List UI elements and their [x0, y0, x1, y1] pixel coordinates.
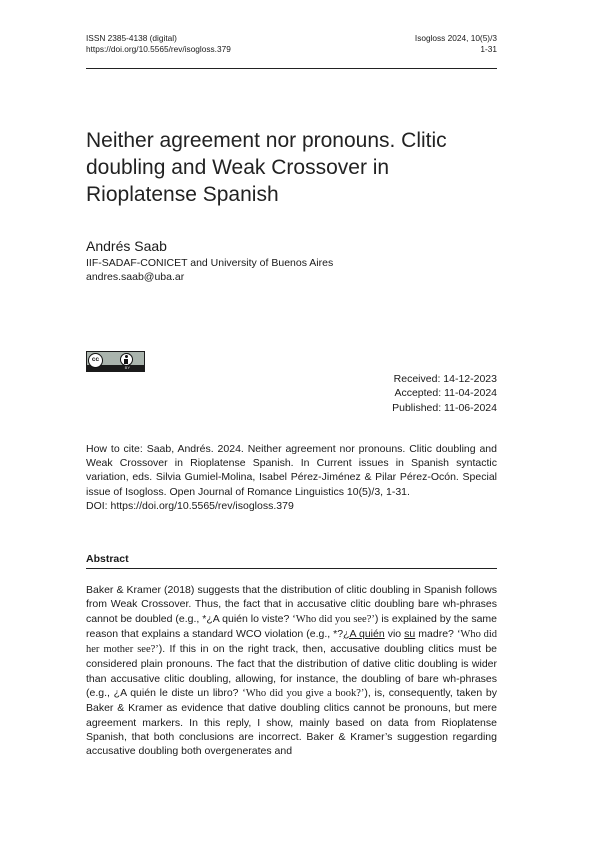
abstract-text: ), is, consequently, taken by Baker & Kramer as evidence that dative doubling clitics cannot be pronouns, but mere agreement markers. In this reply, I show, mainly based on data from Rioplatense Spanish, that both conclusions are incorrect. Baker & Kramer’s suggestion regarding accusative doubling both overgenerates and — [86, 687, 497, 758]
issn: ISSN 2385-4138 (digital) — [86, 33, 177, 43]
header-left — [86, 33, 231, 54]
gloss: ‘Who did you see?’ — [292, 613, 375, 625]
author-affiliation: IIF-SADAF-CONICET and University of Buenos Aires — [86, 257, 334, 269]
author-email-link[interactable]: andres.saab@uba.ar — [86, 271, 185, 283]
received-date: Received: 14-12-2023 — [393, 373, 497, 385]
gloss: ‘Who did you give a book?’ — [242, 688, 365, 700]
cc-icon: cc — [88, 353, 103, 368]
underlined-example: su — [404, 627, 416, 640]
paper-first-page — [86, 0, 497, 842]
citation-doi-link[interactable]: DOI: https://doi.org/10.5565/rev/isogloss.379 — [86, 499, 294, 512]
abstract-text: madre? — [415, 627, 457, 640]
abstract-heading: Abstract — [86, 553, 129, 565]
abstract-divider — [86, 568, 497, 569]
title-line: doubling and Weak Crossover in — [86, 156, 390, 179]
title-line: Neither agreement nor pronouns. Clitic — [86, 129, 447, 152]
title-line: Rioplatense Spanish — [86, 183, 279, 206]
page-range: 1-31 — [480, 43, 497, 54]
header-divider — [86, 68, 497, 69]
accepted-date: Accepted: 11-04-2024 — [394, 387, 497, 400]
publication-dates — [392, 372, 497, 415]
underlined-example: ¿A quién — [343, 627, 385, 640]
header-doi-link[interactable]: https://doi.org/10.5565/rev/isogloss.379 — [86, 43, 231, 54]
header-right — [415, 33, 497, 54]
cc-by-license-badge[interactable] — [86, 351, 145, 372]
abstract-text: ) is explained by the same reason that explains a standard WCO violation (e.g., *? — [86, 612, 498, 640]
abstract-body — [86, 583, 497, 759]
citation-text: How to cite: Saab, Andrés. 2024. Neither agreement nor pronouns. Clitic doubling and Weak Crossover in Rioplatense Spanish. In Current issues in Spanish syntactic variation, eds. Silvia Gumiel-Molina, Isabel Pérez-Jiménez & Pilar Pérez-Ocón. Special issue of Isogloss. Open Journal of Romance Linguistics 10(5)/3, 1-31. — [86, 443, 497, 498]
paper-title — [86, 127, 497, 208]
abstract-text: Baker & Kramer (2018) suggests that the distribution of clitic doubling in Spanish follows from Weak Crossover. Thus, the fact that in accusative clitic doubling bare wh-phrases cannot be doubled (e.g., *¿A quién lo viste? — [86, 584, 497, 625]
author-name: Andrés Saab — [86, 238, 167, 254]
abstract-text: ). If this in on the right track, then, accusative doubling clitics must be considered plain pronouns. The fact that the distribution of dative clitic doubling is wider than accusative clitic doubling, allowing, for instance, the doubling of bare wh-phrases (e.g., ¿A quién le diste un libro? — [86, 643, 497, 700]
published-date: Published: 11-06-2024 — [392, 401, 497, 414]
journal-issue: Isogloss 2024, 10(5)/3 — [414, 33, 497, 43]
by-label: BY — [124, 365, 130, 370]
gloss: ‘Who did her mother see?’ — [86, 628, 497, 656]
how-to-cite — [86, 442, 497, 513]
abstract-text: vio — [384, 627, 405, 640]
